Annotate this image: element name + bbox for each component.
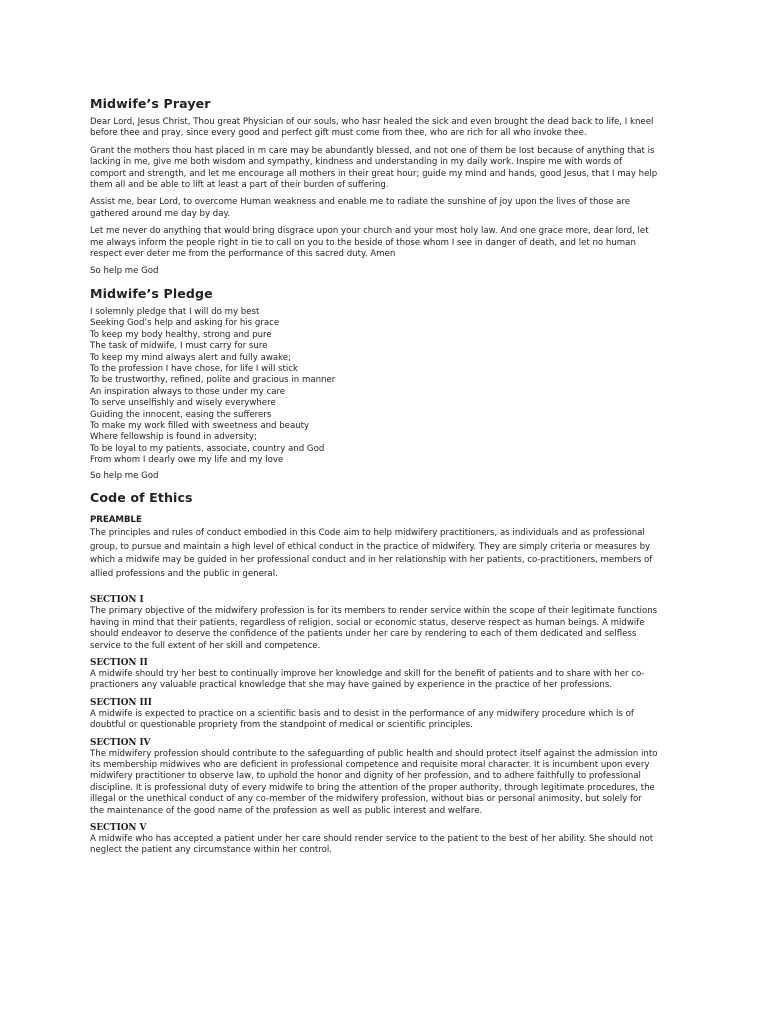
pledge-line: To keep my mind always alert and fully awake; xyxy=(90,352,291,363)
pledge-line: Guiding the innocent, easing the sufferers xyxy=(90,409,272,420)
pledge-line: To keep my body healthy, strong and pure xyxy=(90,329,272,340)
prayer-closing: So help me God xyxy=(90,266,159,277)
pledge-line: From whom I dearly owe my life and my love xyxy=(90,455,284,466)
pledge-line: To be loyal to my patients, associate, country and God xyxy=(90,443,325,454)
pledge-line: I solemnly pledge that I will do my best xyxy=(90,306,260,317)
pledge-line: Seeking God’s help and asking for his grace xyxy=(90,318,280,329)
prayer-title: Midwife’s Prayer xyxy=(90,96,211,111)
pledge-section xyxy=(90,286,658,482)
preamble-heading: PREAMBLE xyxy=(90,514,142,525)
pledge-line: To be trustworthy, refined, polite and gracious in manner xyxy=(90,375,336,386)
code-title: Code of Ethics xyxy=(90,489,193,505)
section-text: A midwife should try her best to continually improve her knowledge and skill for the benefit of patients and to share with her co-practioners any valuable practical knowledge that she may have gained by experience in the practice of her professions. xyxy=(90,668,645,691)
prayer-paragraph: Let me never do anything that would bring disgrace upon your church and your most holy law. And one grace more, dear lord, let me always inform the people right in tie to call on you to the beside of those whom I see in danger of death, and let no human respect ever deter me from the performance of this sacred duty. Amen xyxy=(90,226,649,260)
pledge-lines xyxy=(90,307,658,467)
section-text: The midwifery profession should contribute to the safeguarding of public health and should protect itself against the admission into its membership midwives who are deficient in professional competence and requisite moral character. It is incumbent upon every midwifery practitioner to observe law, to uphold the honor and dignity of her profession, and to adhere faithfully to professional discipline. It is professional duty of every midwife to bring the attention of the proper authority, through legitimate procedures, the illegal or the unethical conduct of any co-member of the midwifery profession, without bias or personal animosity, but solely for the maintenance of the good name of the profession as well as public interest and welfare. xyxy=(90,748,658,816)
code-section xyxy=(90,490,658,857)
pledge-closing: So help me God xyxy=(90,470,159,481)
section-heading: SECTION II xyxy=(90,657,148,668)
section-heading: SECTION I xyxy=(90,595,144,606)
prayer-paragraph: Grant the mothers thou hast placed in m care may be abundantly blessed, and not one of them be lost because of anything that is lacking in me, give me both wisdom and sympathy, kindness and understanding in my daily work. Inspire me with words of comport and strength, and let me encourage all mothers in their great hour; guide my mind and hands, good Jesus, that I may help them all and be able to lift at least a part of their burden of suffering. xyxy=(90,145,658,191)
preamble-text: The principles and rules of conduct embodied in this Code aim to help midwifery practitioners, as individuals and as professional group, to pursue and maintain a high level of ethical conduct in the practice of midwifery. They are simply criteria or measures by which a midwife may be guided in her professional conduct and in her relationship with her patients, co-practitioners, members of allied professions and the public in general. xyxy=(90,527,653,579)
pledge-line: To serve unselfishly and wisely everywhere xyxy=(90,398,276,409)
pledge-line: To the profession I have chose, for life I will stick xyxy=(90,363,298,374)
section-text: A midwife who has accepted a patient under her care should render service to the patient to the best of her ability. She should not neglect the patient any circumstance within her control. xyxy=(90,834,654,856)
prayer-paragraph: Assist me, bear Lord, to overcome Human weakness and enable me to radiate the sunshine of joy upon the lives of those are gathered around me day by day. xyxy=(90,197,631,219)
pledge-line: An inspiration always to those under my care xyxy=(90,386,286,397)
prayer-paragraph: Dear Lord, Jesus Christ, Thou great Physician of our souls, who hasr healed the sick and even brought the dead back to life, I kneel before thee and pray, since every good and perfect gift must come from thee, who are rich for all who invoke thee. xyxy=(90,117,654,139)
pledge-line: To make my work filled with sweetness and beauty xyxy=(90,420,310,431)
pledge-title: Midwife’s Pledge xyxy=(90,285,213,301)
section-heading: SECTION III xyxy=(90,697,152,708)
section-text: A midwife is expected to practice on a scientific basis and to desist in the performance of any midwifery procedure which is of doubtful or questionable propriety from the standpoint of medical or scientific principles. xyxy=(90,708,634,731)
prayer-section xyxy=(90,96,658,278)
section-heading: SECTION V xyxy=(90,823,147,834)
section-heading: SECTION IV xyxy=(90,737,151,748)
pledge-line: The task of midwife, I must carry for sure xyxy=(90,341,268,352)
pledge-line: Where fellowship is found in adversity; xyxy=(90,432,257,443)
section-text: The primary objective of the midwifery profession is for its members to render service within the scope of their legitimate functions having in mind that their patients, regardless of religion, social or economic status, deserve respect as human beings. A midwife should endeavor to deserve the confidence of the patients under her care by rendering to each of them dedicated and selfless service to the full extent of her skill and competence. xyxy=(90,606,658,651)
